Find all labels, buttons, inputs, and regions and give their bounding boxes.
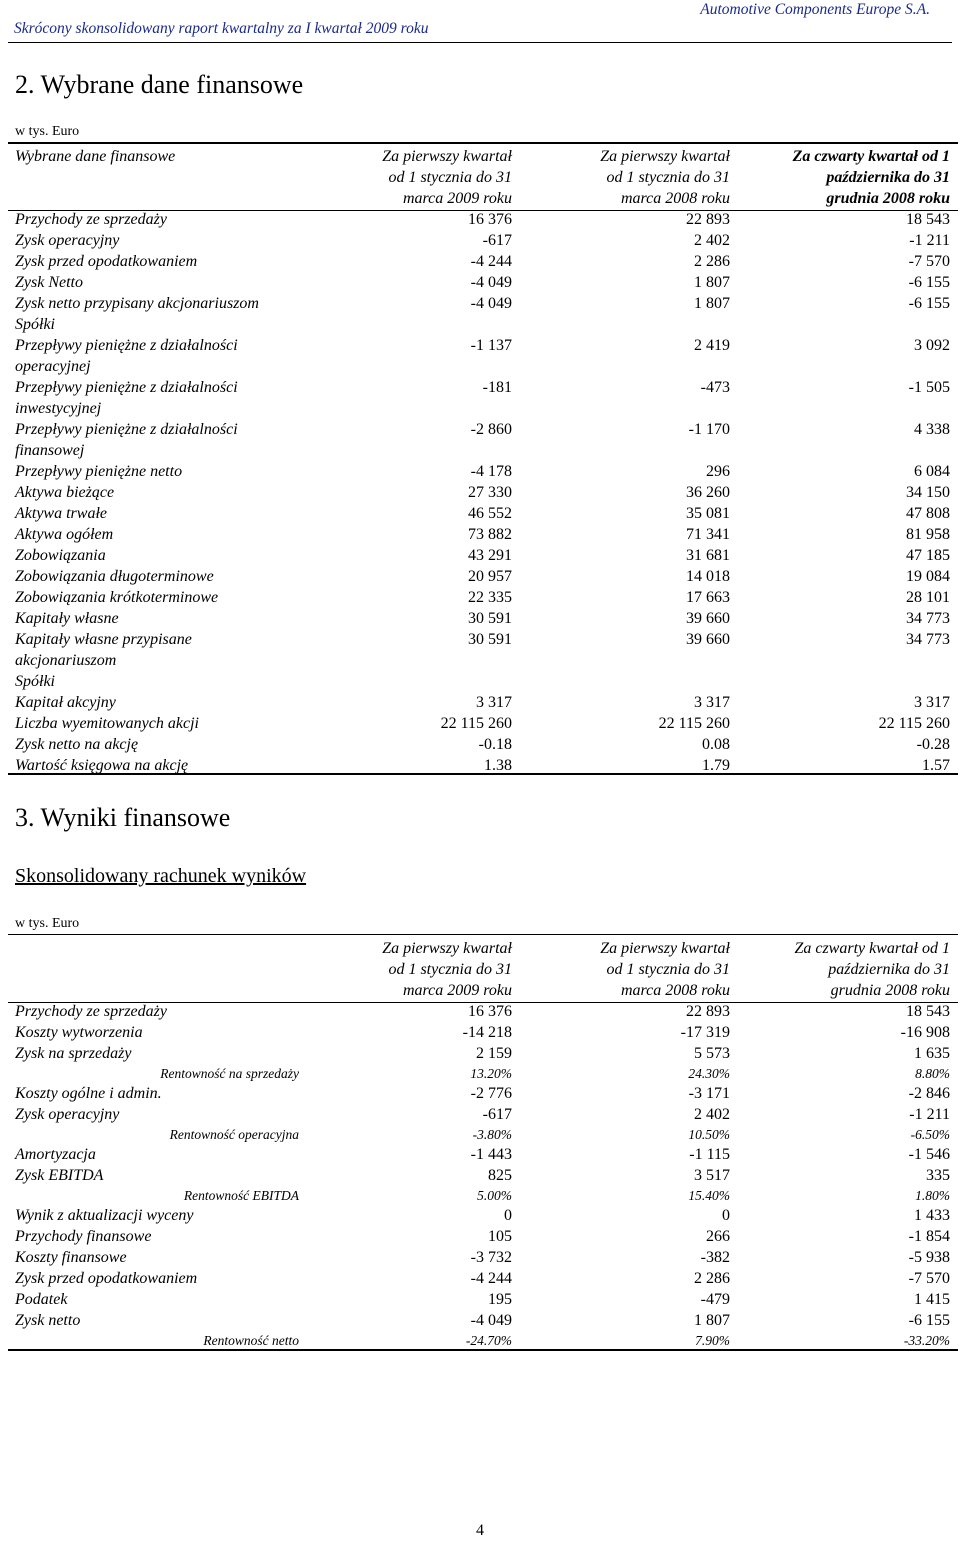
header-line: od 1 stycznia do 31 — [606, 961, 730, 978]
table1-header-col-0 — [305, 146, 512, 209]
row-value: 47 185 — [906, 547, 950, 564]
header-line: od 1 stycznia do 31 — [606, 169, 730, 186]
row-value: 2 286 — [694, 253, 730, 270]
table1-header-col-1 — [512, 146, 730, 209]
row-value: -17 319 — [680, 1024, 730, 1041]
row-value: 195 — [488, 1291, 512, 1308]
row-value: 105 — [488, 1228, 512, 1245]
header-line: Za czwarty kwartał od 1 — [794, 940, 950, 957]
row-value: -2 846 — [908, 1085, 950, 1102]
selected-financial-data-table — [15, 146, 950, 776]
row-value: 35 081 — [686, 505, 730, 522]
row-label — [15, 482, 305, 503]
row-value: 36 260 — [686, 484, 730, 501]
header-company: Automotive Components Europe S.A. — [700, 1, 930, 18]
row-value: -617 — [482, 232, 512, 249]
row-value: 1.79 — [702, 757, 730, 774]
row-value: -2 776 — [470, 1085, 512, 1102]
row-value: -1 505 — [908, 379, 950, 396]
row-label: Zysk EBITDA — [15, 1167, 104, 1184]
table-row — [15, 608, 950, 629]
row-label — [15, 272, 305, 293]
table-row — [15, 1022, 950, 1043]
row-label-line: Zobowiązania — [15, 547, 106, 564]
table-row — [15, 1289, 950, 1310]
table-row — [15, 251, 950, 272]
row-value: -3 732 — [470, 1249, 512, 1266]
table2-header-col-1 — [512, 938, 730, 1001]
row-value: 4 338 — [914, 421, 950, 438]
row-value: 17 663 — [686, 589, 730, 606]
row-value: -6 155 — [908, 274, 950, 291]
table-row — [15, 272, 950, 293]
row-label-line: operacyjnej — [15, 358, 91, 375]
row-value: -4 244 — [470, 1270, 512, 1287]
table1-header-col-2 — [730, 146, 950, 209]
row-value: -1 137 — [470, 337, 512, 354]
row-value: -6 155 — [908, 295, 950, 312]
table1-bottom-rule — [8, 773, 958, 775]
row-label-line: inwestycyjnej — [15, 400, 102, 417]
row-value: 3 317 — [694, 694, 730, 711]
row-value: 825 — [488, 1167, 512, 1184]
table-row — [15, 503, 950, 524]
row-value: -0.28 — [916, 736, 950, 753]
row-value: 2 159 — [476, 1045, 512, 1062]
table-row — [15, 524, 950, 545]
row-value: -1 115 — [689, 1146, 730, 1163]
header-rule — [8, 42, 952, 43]
table-row — [15, 1001, 950, 1022]
header-line: grudnia 2008 roku — [830, 982, 950, 999]
table-row — [15, 1104, 950, 1125]
header-line: marca 2008 roku — [620, 982, 730, 999]
row-label-line: Zobowiązania długoterminowe — [15, 568, 214, 585]
row-label-line: Wartość księgowa na akcję — [15, 757, 189, 774]
row-label: Koszty finansowe — [15, 1249, 127, 1266]
table2-bottom-rule — [8, 1349, 958, 1351]
table-row — [15, 1268, 950, 1289]
row-label — [15, 545, 305, 566]
row-value: -382 — [700, 1249, 730, 1266]
row-value: -1 170 — [688, 421, 730, 438]
row-value: 18 543 — [906, 1003, 950, 1020]
row-label-line: akcjonariuszom — [15, 652, 117, 669]
row-value: 34 773 — [906, 610, 950, 627]
row-value: -6.50% — [910, 1127, 950, 1142]
table-row — [15, 1125, 950, 1144]
table1-header-rule — [8, 210, 958, 211]
row-label-line: Zysk Netto — [15, 274, 83, 291]
table-row — [15, 377, 950, 419]
row-value: 0.08 — [702, 736, 730, 753]
row-value: 30 591 — [468, 610, 512, 627]
table2-header-col-2 — [730, 938, 950, 1001]
row-value: 13.20% — [470, 1066, 512, 1081]
row-value: -14 218 — [462, 1024, 512, 1041]
row-value: 3 517 — [694, 1167, 730, 1184]
table-row — [15, 1165, 950, 1186]
row-value: 3 092 — [914, 337, 950, 354]
row-label: Rentowność operacyjna — [169, 1127, 299, 1142]
row-value: -4 049 — [470, 295, 512, 312]
row-label: Przychody ze sprzedaży — [15, 1003, 167, 1020]
table-row — [15, 419, 950, 461]
row-label: Rentowność netto — [203, 1333, 299, 1348]
row-value: -617 — [482, 1106, 512, 1123]
row-value: -4 049 — [470, 274, 512, 291]
header-line: od 1 stycznia do 31 — [388, 961, 512, 978]
row-value: 22 115 260 — [878, 715, 950, 732]
row-label: Amortyzacja — [15, 1146, 96, 1163]
table-row — [15, 482, 950, 503]
table-row — [15, 692, 950, 713]
row-label-line: Aktywa ogółem — [15, 526, 114, 543]
row-value: 1 415 — [914, 1291, 950, 1308]
row-value: 335 — [926, 1167, 950, 1184]
table-row — [15, 461, 950, 482]
row-label-line: finansowej — [15, 442, 85, 459]
row-label-line: Liczba wyemitowanych akcji — [15, 715, 199, 732]
row-value: -1 211 — [909, 232, 950, 249]
header-line: grudnia 2008 roku — [826, 190, 950, 207]
row-label: Koszty ogólne i admin. — [15, 1085, 162, 1102]
row-value: 7.90% — [695, 1333, 730, 1348]
row-value: 6 084 — [914, 463, 950, 480]
row-value: -33.20% — [903, 1333, 950, 1348]
row-value: 3 317 — [476, 694, 512, 711]
row-value: -473 — [700, 379, 730, 396]
row-label — [15, 608, 305, 629]
table-row — [15, 1226, 950, 1247]
table-row — [15, 587, 950, 608]
row-value: 46 552 — [468, 505, 512, 522]
row-value: 2 419 — [694, 337, 730, 354]
table2-header-rule — [8, 1002, 958, 1003]
row-value: 28 101 — [906, 589, 950, 606]
row-value: -7 570 — [908, 1270, 950, 1287]
row-label — [15, 692, 305, 713]
row-value: 2 402 — [694, 1106, 730, 1123]
row-value: 30 591 — [468, 631, 512, 648]
row-label: Zysk netto — [15, 1312, 81, 1329]
row-value: 2 286 — [694, 1270, 730, 1287]
row-value: 1.80% — [915, 1188, 950, 1203]
row-label — [15, 230, 305, 251]
row-value: 31 681 — [686, 547, 730, 564]
row-label — [15, 335, 305, 377]
table2-header-empty — [15, 938, 305, 1001]
unit-label-1: w tys. Euro — [15, 124, 80, 139]
row-label — [15, 524, 305, 545]
row-label — [15, 209, 305, 230]
row-label-line: Przepływy pieniężne netto — [15, 463, 183, 480]
table-row — [15, 734, 950, 755]
row-label — [15, 734, 305, 755]
row-label: Rentowność EBITDA — [183, 1188, 299, 1203]
row-label-line: Kapitały własne — [15, 610, 119, 627]
row-value: 24.30% — [688, 1066, 730, 1081]
row-label — [15, 503, 305, 524]
row-value: -4 178 — [470, 463, 512, 480]
row-value: -1 211 — [909, 1106, 950, 1123]
row-value: 22 115 260 — [658, 715, 730, 732]
header-report-title: Skrócony skonsolidowany raport kwartalny za I kwartał 2009 roku — [14, 20, 429, 37]
row-value: -7 570 — [908, 253, 950, 270]
row-value: -479 — [700, 1291, 730, 1308]
header-line: marca 2009 roku — [402, 190, 512, 207]
row-value: -1 854 — [908, 1228, 950, 1245]
header-line: Za pierwszy kwartał — [600, 148, 730, 165]
header-line: października do 31 — [826, 169, 950, 186]
row-value: 1 807 — [694, 295, 730, 312]
table-row — [15, 335, 950, 377]
table-row — [15, 1331, 950, 1350]
row-value: 14 018 — [686, 568, 730, 585]
row-label — [15, 419, 305, 461]
income-statement-subtitle: Skonsolidowany rachunek wyników — [15, 865, 307, 887]
row-value: 0 — [504, 1207, 512, 1224]
table-row — [15, 1310, 950, 1331]
row-label — [15, 587, 305, 608]
header-line: października do 31 — [828, 961, 950, 978]
table2-header-row — [15, 938, 950, 1001]
table1-header-label: Wybrane dane finansowe — [15, 148, 176, 165]
income-statement-table — [15, 938, 950, 1350]
table-row — [15, 629, 950, 692]
row-value: 39 660 — [686, 631, 730, 648]
row-label-line: Spółki — [15, 316, 55, 333]
header-line: Za pierwszy kwartał — [600, 940, 730, 957]
row-label-line: Aktywa bieżące — [15, 484, 115, 501]
row-value: -0.18 — [478, 736, 512, 753]
row-label: Wynik z aktualizacji wyceny — [15, 1207, 194, 1224]
row-value: 1.57 — [922, 757, 950, 774]
table-row — [15, 566, 950, 587]
row-value: 10.50% — [688, 1127, 730, 1142]
row-value: 15.40% — [688, 1188, 730, 1203]
row-value: 27 330 — [468, 484, 512, 501]
row-label: Zysk na sprzedaży — [15, 1045, 132, 1062]
row-value: 5 573 — [694, 1045, 730, 1062]
row-label — [15, 251, 305, 272]
row-value: 20 957 — [468, 568, 512, 585]
table2-top-rule — [8, 934, 958, 935]
row-value: -1 546 — [908, 1146, 950, 1163]
header-line: od 1 stycznia do 31 — [388, 169, 512, 186]
header-line: Za czwarty kwartał od 1 — [792, 148, 950, 165]
row-value: -3 171 — [688, 1085, 730, 1102]
row-value: 1 807 — [694, 274, 730, 291]
table-row — [15, 1064, 950, 1083]
row-value: 266 — [706, 1228, 730, 1245]
header-line: Za pierwszy kwartał — [382, 940, 512, 957]
header-line: marca 2009 roku — [402, 982, 512, 999]
row-label — [15, 461, 305, 482]
row-value: 19 084 — [906, 568, 950, 585]
row-label-line: Zysk netto na akcję — [15, 736, 139, 753]
row-label: Przychody finansowe — [15, 1228, 152, 1245]
row-value: 73 882 — [468, 526, 512, 543]
row-value: 22 893 — [686, 211, 730, 228]
row-value: 1 635 — [914, 1045, 950, 1062]
table-row — [15, 1247, 950, 1268]
row-value: -1 443 — [470, 1146, 512, 1163]
row-label: Rentowność na sprzedaży — [160, 1066, 299, 1081]
row-value: 3 317 — [914, 694, 950, 711]
table1-top-rule — [8, 142, 958, 144]
row-value: 22 115 260 — [440, 715, 512, 732]
row-label: Podatek — [15, 1291, 68, 1308]
row-value: 2 402 — [694, 232, 730, 249]
row-label-line: Spółki — [15, 673, 55, 690]
row-label-line: Kapitały własne przypisane — [15, 631, 192, 648]
section-2-title: 2. Wybrane dane finansowe — [15, 70, 304, 99]
table-row — [15, 1083, 950, 1104]
row-label-line: Przepływy pieniężne z działalności — [15, 337, 238, 354]
row-value: 1 433 — [914, 1207, 950, 1224]
row-value: 81 958 — [906, 526, 950, 543]
row-value: -5 938 — [908, 1249, 950, 1266]
header-line: Za pierwszy kwartał — [382, 148, 512, 165]
row-value: 71 341 — [686, 526, 730, 543]
row-value: 47 808 — [906, 505, 950, 522]
table-row — [15, 1144, 950, 1165]
header-line: marca 2008 roku — [620, 190, 730, 207]
row-value: 22 893 — [686, 1003, 730, 1020]
table2-header-col-0 — [305, 938, 512, 1001]
row-label-line: Aktywa trwałe — [15, 505, 107, 522]
section-3-title: 3. Wyniki finansowe — [15, 803, 231, 832]
row-value: 5.00% — [477, 1188, 512, 1203]
row-value: -2 860 — [470, 421, 512, 438]
row-value: 16 376 — [468, 1003, 512, 1020]
row-value: -4 244 — [470, 253, 512, 270]
row-label-line: Zysk operacyjny — [15, 232, 120, 249]
page-number: 4 — [476, 1522, 484, 1539]
table-row — [15, 545, 950, 566]
row-value: 1 807 — [694, 1312, 730, 1329]
unit-label-2: w tys. Euro — [15, 916, 80, 931]
row-value: 34 773 — [906, 631, 950, 648]
row-label — [15, 293, 305, 335]
table-row — [15, 713, 950, 734]
row-value: 8.80% — [915, 1066, 950, 1081]
row-label-line: Przepływy pieniężne z działalności — [15, 421, 238, 438]
row-label — [15, 629, 305, 692]
row-label-line: Zysk przed opodatkowaniem — [15, 253, 198, 270]
row-value: -4 049 — [470, 1312, 512, 1329]
table-row — [15, 1043, 950, 1064]
row-label-line: Kapitał akcyjny — [15, 694, 116, 711]
row-label-line: Przepływy pieniężne z działalności — [15, 379, 238, 396]
table-row — [15, 1186, 950, 1205]
table-row — [15, 230, 950, 251]
table-row — [15, 1205, 950, 1226]
row-label: Zysk operacyjny — [15, 1106, 120, 1123]
row-label-line: Zysk netto przypisany akcjonariuszom — [15, 295, 259, 312]
row-value: 18 543 — [906, 211, 950, 228]
row-label — [15, 566, 305, 587]
row-value: 34 150 — [906, 484, 950, 501]
row-value: 296 — [706, 463, 730, 480]
row-value: -16 908 — [900, 1024, 950, 1041]
row-value: 39 660 — [686, 610, 730, 627]
table1-header-row — [15, 146, 950, 209]
row-value: -24.70% — [465, 1333, 512, 1348]
row-value: -3.80% — [472, 1127, 512, 1142]
row-label — [15, 377, 305, 419]
row-value: 16 376 — [468, 211, 512, 228]
table-row — [15, 209, 950, 230]
row-label: Koszty wytworzenia — [15, 1024, 143, 1041]
row-value: 22 335 — [468, 589, 512, 606]
row-value: 1.38 — [484, 757, 512, 774]
row-label-line: Zobowiązania krótkoterminowe — [15, 589, 219, 606]
row-label-line: Przychody ze sprzedaży — [15, 211, 167, 228]
row-value: 0 — [722, 1207, 730, 1224]
row-value: -6 155 — [908, 1312, 950, 1329]
row-value: 43 291 — [468, 547, 512, 564]
table-row — [15, 293, 950, 335]
row-label: Zysk przed opodatkowaniem — [15, 1270, 198, 1287]
row-value: -181 — [482, 379, 512, 396]
row-label — [15, 713, 305, 734]
